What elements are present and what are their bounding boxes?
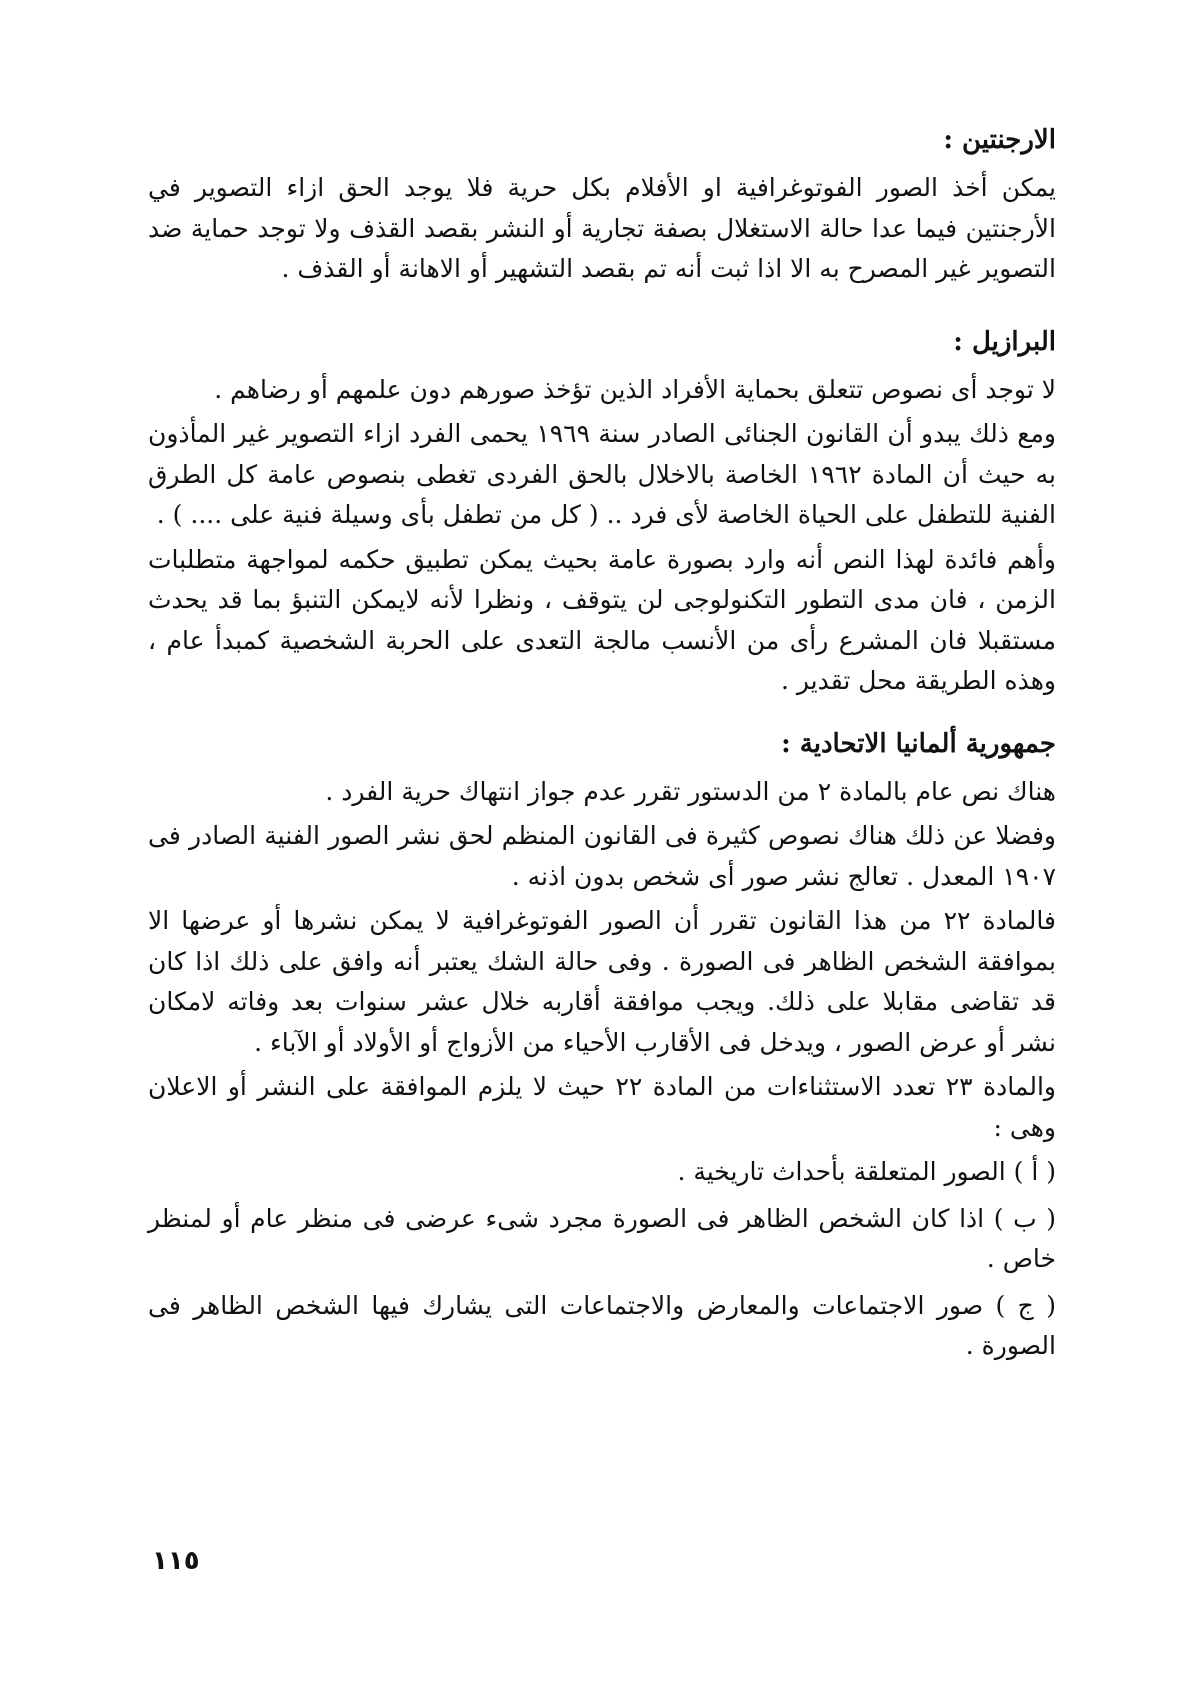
paragraph-brazil-2: ومع ذلك يبدو أن القانون الجنائى الصادر سنة ١٩٦٩ يحمى الفرد ازاء التصوير غير المأذون به حيث أن المادة ١٩٦٢ الخاصة بالاخلال بالحق الفردى تغطى بنصوص عامة كل الطرق الفنية للتطفل على الحياة الخاصة لأى فرد .. ( كل من تطفل بأى وسيلة فنية على .... ) .	[148, 419, 1056, 529]
list-item-b: ( ب ) اذا كان الشخص الظاهر فى الصورة مجرد شىء عرضى فى منظر عام أو لمنظر خاص .	[148, 1203, 1056, 1273]
section-heading-argentina: الارجنتين :	[943, 125, 1056, 155]
page-body	[148, 120, 1056, 1373]
paragraph-germany-3: فالمادة ٢٢ من هذا القانون تقرر أن الصور الفوتوغرافية لا يمكن نشرها أو عرضها الا بموافقة الشخص الظاهر فى الصورة . وفى حالة الشك يعتبر أنه وافق على ذلك اذا كان قد تقاضى مقابلا على ذلك. ويجب موافقة أقاربه خلال عشر سنوات بعد وفاته لامكان نشر أو عرض الصور ، ويدخل فى الأقارب الأحياء من الأزواج أو الأولاد أو الآباء .	[148, 906, 1056, 1057]
page-number: ١١٥	[152, 1546, 200, 1576]
paragraph-brazil-3: وأهم فائدة لهذا النص أنه وارد بصورة عامة بحيث يمكن تطبيق حكمه لمواجهة متطلبات الزمن ، فان مدى التطور التكنولوجى لن يتوقف ، ونظرا لأنه لايمكن التنبؤ بما قد يحدث مستقبلا فان المشرع رأى من الأنسب مالجة التعدى على الحربة الشخصية كمبدأ عام ، وهذه الطريقة محل تقدير .	[148, 544, 1056, 695]
paragraph-germany-1: هناك نص عام بالمادة ٢ من الدستور تقرر عدم جواز انتهاك حرية الفرد .	[325, 776, 1056, 806]
list-item-c: ( ج ) صور الاجتماعات والمعارض والاجتماعات التى يشارك فيها الشخص الظاهر فى الصورة .	[148, 1290, 1056, 1360]
paragraph-brazil-1: لا توجد أى نصوص تتعلق بحماية الأفراد الذين تؤخذ صورهم دون علمهم أو رضاهم .	[214, 374, 1056, 404]
paragraph-germany-4: والمادة ٢٣ تعدد الاستثناءات من المادة ٢٢ حيث لا يلزم الموافقة على النشر أو الاعلان وهى :	[148, 1072, 1056, 1142]
paragraph-argentina-1: يمكن أخذ الصور الفوتوغرافية او الأفلام بكل حرية فلا يوجد الحق ازاء التصوير في الأرجنتين فيما عدا حالة الاستغلال بصفة تجارية أو النشر بقصد القذف ولا توجد حماية ضد التصوير غير المصرح به الا اذا ثبت أنه تم بقصد التشهير أو الاهانة أو القذف .	[148, 173, 1056, 283]
section-heading-germany: جمهورية ألمانيا الاتحادية :	[781, 728, 1056, 759]
paragraph-germany-2: وفضلا عن ذلك هناك نصوص كثيرة فى القانون المنظم لحق نشر الصور الفنية الصادر فى ١٩٠٧ المعدل . تعالج نشر صور أى شخص بدون اذنه .	[148, 821, 1056, 891]
section-heading-brazil: البرازيل :	[953, 326, 1056, 357]
list-item-a: ( أ ) الصور المتعلقة بأحداث تاريخية .	[677, 1157, 1056, 1186]
